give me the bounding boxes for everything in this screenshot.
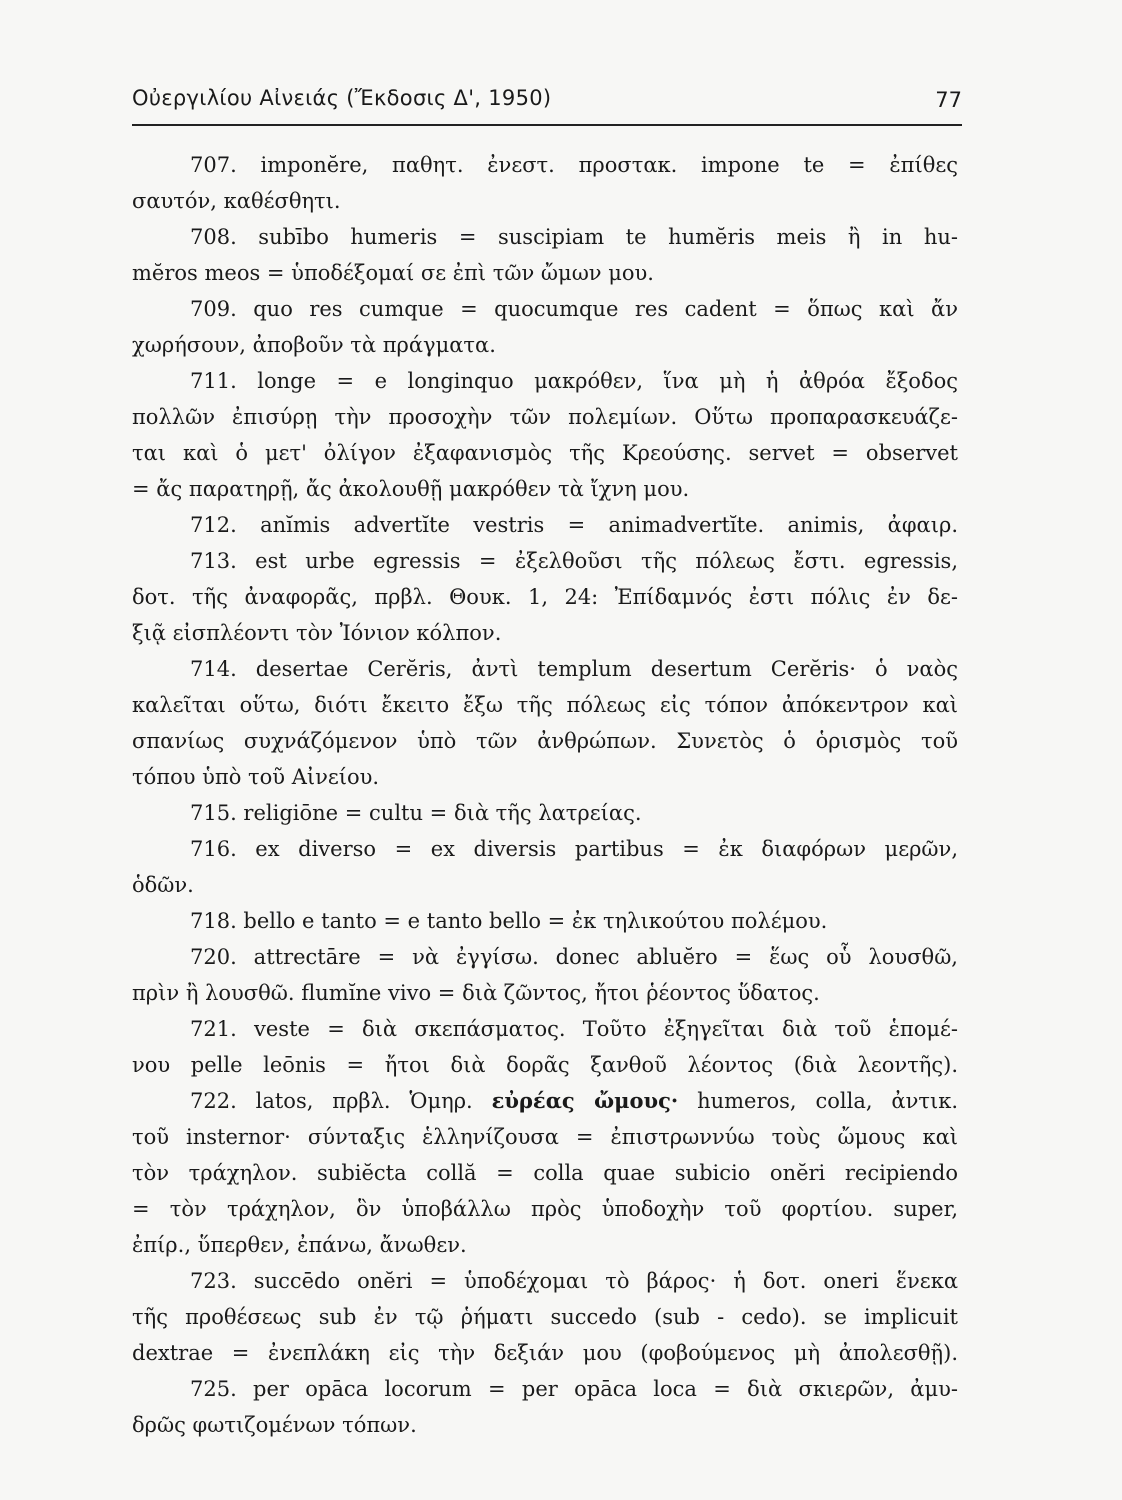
text-line: = τὸν τράχηλον, ὃν ὑποβάλλω πρὸς ὑποδοχὴν τοῦ φορτίου. super,: [132, 1197, 958, 1221]
text-line: τόπου ὑπὸ τοῦ Αἰνείου.: [132, 765, 380, 789]
text-line: καλεῖται οὕτω, διότι ἔκειτο ἔξω τῆς πόλεως εἰς τόπον ἀπόκεντρον καὶ: [132, 693, 958, 717]
text-line: δρῶς φωτιζομένων τόπων.: [132, 1413, 417, 1437]
text-line: ὁδῶν.: [132, 873, 194, 897]
text-line: σπανίως συχνάζόμενον ὑπὸ τῶν ἀνθρώπων. Συνετὸς ὁ ὁρισμὸς τοῦ: [132, 729, 958, 753]
text-line: ξιᾷ εἰσπλέοντι τὸν Ἰόνιον κόλπον.: [132, 621, 502, 645]
text-line: mĕros meos = ὑποδέξομαί σε ἐπὶ τῶν ὤμων μου.: [132, 261, 654, 285]
text-line: 714. desertae Cerĕris, ἀντὶ templum desertum Cerĕris· ὁ ναὸς: [190, 657, 958, 681]
text-line: σαυτόν, καθέσθητι.: [132, 189, 341, 213]
text-line: dextrae = ἐνεπλάκη εἰς τὴν δεξιάν μου (φοβούμενος μὴ ἀπολεσθῇ).: [132, 1341, 958, 1365]
text-line: 725. per opāca locorum = per opāca loca = διὰ σκιερῶν, ἀμυ-: [190, 1377, 958, 1401]
text-line: τῆς προθέσεως sub ἐν τῷ ῥήματι succedo (sub - cedo). se implicuit: [132, 1305, 958, 1329]
text-line: ται καὶ ὁ μετ' ὀλίγον ἐξαφανισμὸς τῆς Κρεούσης. servet = observet: [132, 441, 958, 465]
text-line: 718. bello e tanto = e tanto bello = ἐκ τηλικούτου πολέμου.: [190, 909, 828, 933]
text-line: 721. veste = διὰ σκεπάσματος. Τοῦτο ἐξηγεῖται διὰ τοῦ ἑπομέ-: [190, 1017, 958, 1041]
text-segment: 722. latos, πρβλ. Ὁμηρ.: [190, 1089, 492, 1113]
text-line: χωρήσουν, ἀποβοῦν τὰ πράγματα.: [132, 333, 496, 357]
text-segment: humeros, colla, ἀντικ.: [678, 1089, 958, 1113]
text-line: ἐπίρ., ὕπερθεν, ἐπάνω, ἄνωθεν.: [132, 1233, 467, 1257]
text-line: πρὶν ἢ λουσθῶ. flumĭne vivo = διὰ ζῶντος, ἤτοι ῥέοντος ὕδατος.: [132, 981, 820, 1005]
page-header: [132, 82, 962, 122]
text-line: 720. attrectāre = νὰ ἐγγίσω. donec abluĕro = ἕως οὗ λουσθῶ,: [190, 945, 958, 969]
running-title: Οὐεργιλίου Αἰνειάς (Ἔκδοσις Δ', 1950): [132, 86, 552, 110]
text-line: 713. est urbe egressis = ἐξελθοῦσι τῆς πόλεως ἔστι. egressis,: [190, 549, 958, 573]
text-line: τοῦ insternor· σύνταξις ἑλληνίζουσα = ἐπιστρωννύω τοὺς ὤμους καὶ: [132, 1125, 958, 1149]
bold-quotation: εὐρέας ὤμους·: [491, 1088, 679, 1113]
text-line: 723. succēdo onĕri = ὑποδέχομαι τὸ βάρος· ἡ δοτ. oneri ἕνεκα: [190, 1269, 958, 1293]
header-rule: [132, 124, 962, 126]
text-line: 711. longe = e longinquo μακρόθεν, ἵνα μὴ ἡ ἀθρόα ἔξοδος: [190, 369, 958, 393]
text-line: 712. anĭmis advertĭte vestris = animadvertĭte. animis, ἀφαιρ.: [190, 513, 958, 537]
text-line: τὸν τράχηλον. subiĕcta collă = colla quae subicio onĕri recipiendo: [132, 1161, 958, 1185]
text-line: 707. imponĕre, παθητ. ἐνεστ. προστακ. impone te = ἐπίθες: [190, 153, 958, 177]
page-number: 77: [935, 88, 962, 112]
text-line: δοτ. τῆς ἀναφορᾶς, πρβλ. Θουκ. 1, 24: Ἐπίδαμνός ἐστι πόλις ἐν δε-: [132, 585, 958, 609]
text-line: [132, 1083, 958, 1119]
text-line: πολλῶν ἐπισύρῃ τὴν προσοχὴν τῶν πολεμίων. Οὕτω προπαρασκευάζε-: [132, 405, 958, 429]
text-line: 715. religiōne = cultu = διὰ τῆς λατρείας.: [190, 801, 642, 825]
commentary-text: [132, 147, 958, 1443]
text-line: = ἄς παρατηρῇ, ἄς ἀκολουθῇ μακρόθεν τὰ ἴχνη μου.: [132, 477, 690, 501]
text-line: 709. quo res cumque = quocumque res cadent = ὅπως καὶ ἄν: [190, 297, 958, 321]
text-line: 708. subībo humeris = suscipiam te humĕris meis ἢ in hu-: [190, 225, 958, 249]
text-line: νου pelle leōnis = ἤτοι διὰ δορᾶς ξανθοῦ λέοντος (διὰ λεοντῆς).: [132, 1053, 958, 1077]
text-line: 716. ex diverso = ex diversis partibus = ἐκ διαφόρων μερῶν,: [190, 837, 958, 861]
